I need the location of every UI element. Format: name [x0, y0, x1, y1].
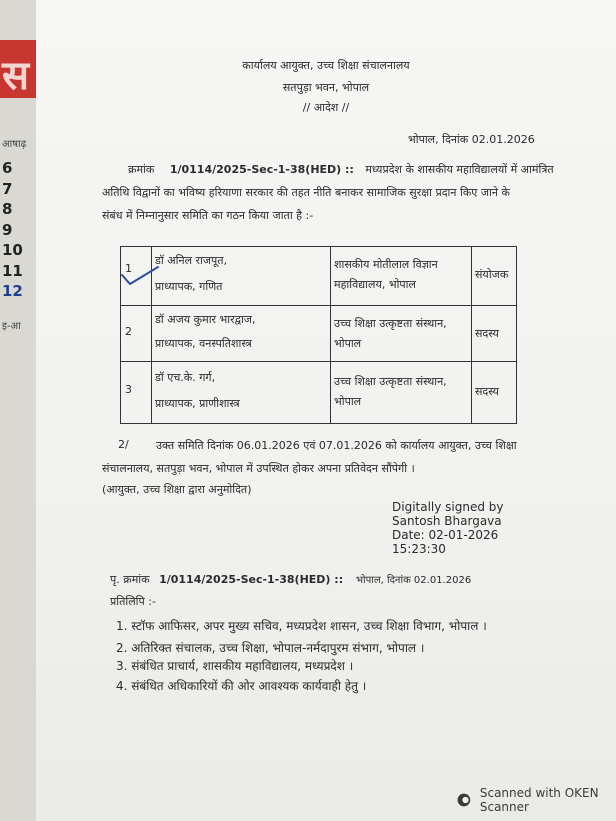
table-row [121, 361, 516, 422]
member-role: सदस्य [475, 385, 499, 398]
row-number: 2 [125, 325, 132, 338]
order-number: 1/0114/2025-Sec-1-38(HED) :: [169, 163, 354, 176]
order-number-line [128, 162, 554, 177]
order-subject-line-3: संबंध में निम्नानुसार समिति का गठन किया जाता है :- [102, 209, 314, 222]
oken-scanner-logo-icon [456, 790, 472, 810]
member-name: डॉ एच.के. गर्ग, [155, 371, 216, 384]
member-role: सदस्य [475, 327, 499, 340]
member-designation: प्राध्यापक, वनस्पतिशास्त्र [155, 337, 252, 350]
copy-to-label: प्रतिलिपि :- [110, 595, 156, 608]
background-calendar [0, 0, 36, 821]
calendar-date: 11 [2, 261, 23, 280]
member-name: डॉ अनिल राजपूत, [155, 254, 228, 267]
calendar-date: 7 [2, 179, 13, 198]
member-institution-2: भोपाल [334, 395, 362, 408]
table-row [121, 305, 516, 362]
digital-signature [392, 500, 504, 556]
office-title: कार्यालय आयुक्त, उच्च शिक्षा संचालनालय [242, 59, 410, 72]
approval-note: (आयुक्त, उच्च शिक्षा द्वारा अनुमोदित) [102, 483, 252, 496]
member-designation: प्राध्यापक, गणित [155, 280, 223, 293]
copy-item: 4. संबंधित अधिकारियों की ओर आवश्यक कार्यवाही हेतु । [116, 679, 367, 693]
para2-number: 2/ [118, 438, 129, 451]
para2-line-2: संचालनालय, सतपुड़ा भवन, भोपाल में उपस्थित होकर अपना प्रतिवेदन सौंपेगी । [102, 462, 415, 475]
signature-name: Santosh Bhargava [392, 514, 502, 528]
para2-line-1: उक्त समिति दिनांक 06.01.2026 एवं 07.01.2026 को कार्यालय आयुक्त, उच्च शिक्षा [156, 439, 517, 452]
copy-item: 2. अतिरिक्त संचालक, उच्च शिक्षा, भोपाल-नर्मदापुरम संभाग, भोपाल । [116, 641, 425, 655]
calendar-date: 10 [2, 241, 23, 259]
signature-time: 15:23:30 [392, 542, 446, 556]
row-number: 3 [125, 383, 132, 396]
calendar-month: आषाढ़ [2, 139, 27, 150]
committee-table [120, 246, 517, 424]
scanner-text: Scanned with OKEN Scanner [479, 786, 599, 814]
calendar-sub: इ-आ [2, 321, 21, 332]
member-institution: उच्च शिक्षा उत्कृष्टता संस्थान, [334, 317, 447, 330]
member-institution: उच्च शिक्षा उत्कृष्टता संस्थान, [334, 375, 447, 388]
member-role: संयोजक [475, 268, 509, 281]
calendar-date: 9 [2, 220, 13, 239]
order-number-prefix: क्रमांक [128, 163, 155, 176]
calendar-date: 12 [2, 282, 23, 300]
signature-date: Date: 02-01-2026 [392, 528, 499, 542]
endorsement-date: भोपाल, दिनांक 02.01.2026 [356, 575, 472, 586]
table-row [121, 247, 516, 305]
endorsement-prefix: पृ. क्रमांक [110, 573, 150, 586]
order-heading: // आदेश // [302, 101, 350, 114]
order-date: भोपाल, दिनांक 02.01.2026 [408, 133, 535, 146]
order-subject-start: मध्यप्रदेश के शासकीय महाविद्यालयों में आमंत्रित [365, 163, 554, 176]
copy-item: 1. स्टॉफ आफिसर, अपर मुख्य सचिव, मध्यप्रदेश शासन, उच्च शिक्षा विभाग, भोपाल । [116, 619, 487, 633]
order-subject-line-2: अतिथि विद्वानों का भविष्य हरियाणा सरकार की तहत नीति बनाकर सामाजिक सुरक्षा प्रदान किए जाने के [102, 186, 510, 199]
endorsement-number-line [110, 572, 343, 587]
member-institution: शासकीय मोतीलाल विज्ञान [334, 258, 438, 271]
member-institution-2: महाविद्यालय, भोपाल [334, 278, 416, 291]
calendar-date: 8 [2, 200, 13, 218]
calendar-red-glyph: स [2, 53, 30, 99]
member-institution-2: भोपाल [334, 337, 362, 350]
handwritten-tick-icon [120, 263, 164, 289]
copy-item: 3. संबंधित प्राचार्य, शासकीय महाविद्यालय, मध्यप्रदेश । [116, 659, 354, 673]
office-address: सतपुड़ा भवन, भोपाल [282, 81, 370, 94]
document-page [36, 0, 616, 821]
member-name: डॉ अजय कुमार भारद्वाज, [155, 313, 256, 326]
scanner-watermark [456, 786, 616, 814]
calendar-dates [2, 158, 23, 302]
calendar-date: 6 [2, 159, 13, 177]
signature-line-1: Digitally signed by [392, 500, 504, 514]
member-designation: प्राध्यापक, प्राणीशास्त्र [155, 397, 240, 410]
endorsement-number: 1/0114/2025-Sec-1-38(HED) :: [159, 573, 344, 586]
row-number: 1 [125, 262, 132, 275]
